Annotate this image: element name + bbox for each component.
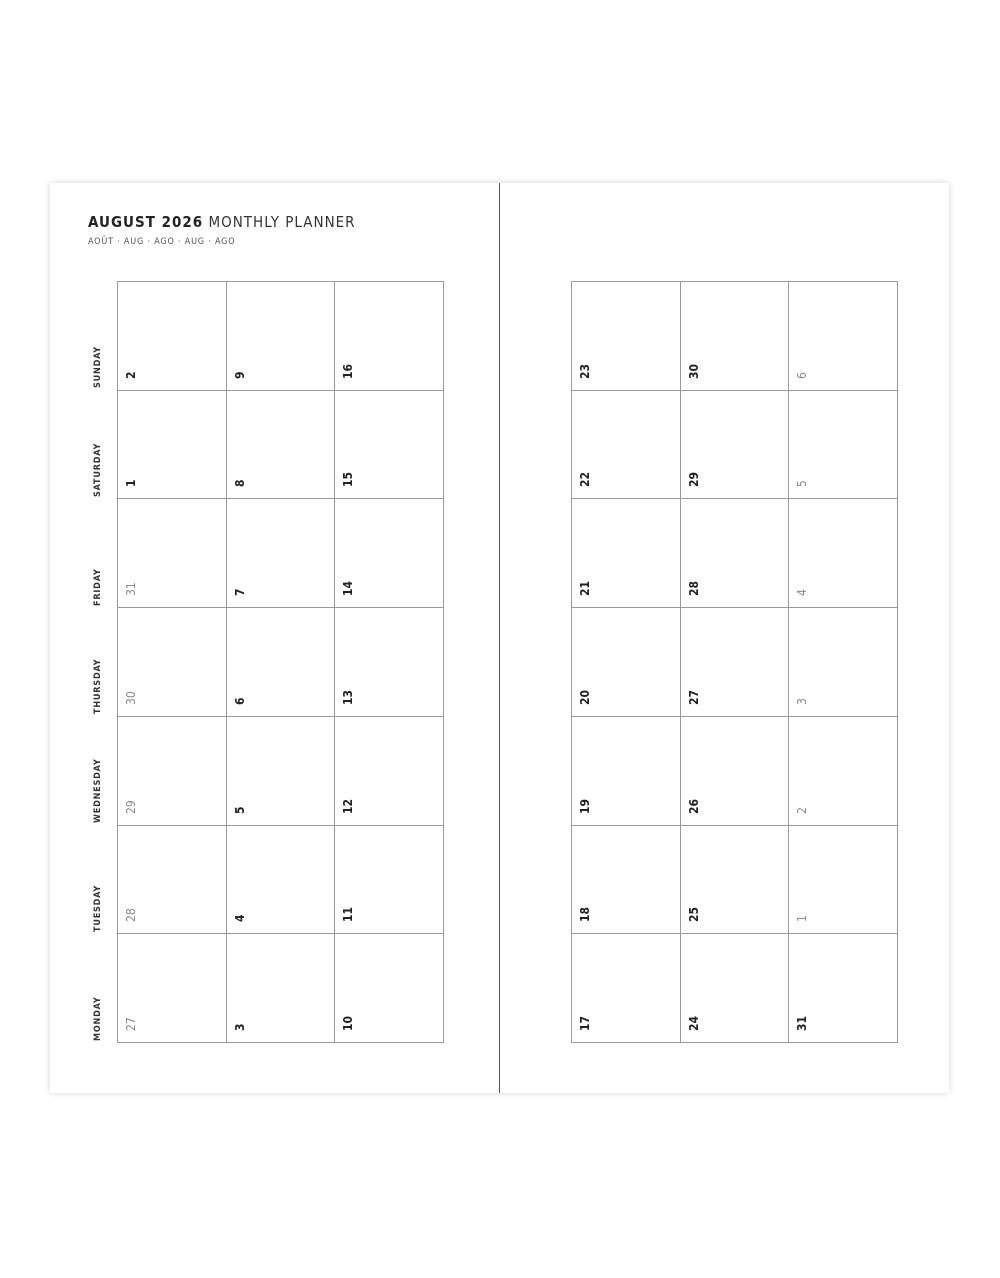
weekday-label: SUNDAY xyxy=(93,345,103,388)
day-cell[interactable] xyxy=(335,499,444,608)
day-number: 11 xyxy=(341,907,356,923)
day-cell[interactable] xyxy=(335,282,444,391)
weekday-label: SATURDAY xyxy=(93,442,103,497)
title-planner-type: MONTHLY PLANNER xyxy=(208,213,356,231)
day-cell[interactable] xyxy=(572,282,681,391)
day-number: 3 xyxy=(232,1023,247,1031)
day-number: 31 xyxy=(124,582,138,597)
day-cell[interactable] xyxy=(572,826,681,935)
weekday-label: THURSDAY xyxy=(93,659,103,715)
month-translations: AOÛT · AUG · AGO · AUG · AGO xyxy=(88,237,236,247)
day-cell[interactable] xyxy=(681,717,790,826)
day-number: 14 xyxy=(341,581,356,597)
day-number: 30 xyxy=(124,691,138,705)
day-cell[interactable] xyxy=(789,717,898,826)
day-cell[interactable] xyxy=(335,717,444,826)
day-cell[interactable] xyxy=(572,391,681,500)
day-number: 30 xyxy=(686,363,701,379)
day-number: 26 xyxy=(686,798,701,814)
weekday-label: TUESDAY xyxy=(93,885,103,933)
day-number: 1 xyxy=(124,479,138,488)
day-cell[interactable] xyxy=(118,934,227,1043)
day-cell[interactable] xyxy=(789,826,898,935)
title-month-year: AUGUST 2026 xyxy=(88,213,204,231)
day-number: 5 xyxy=(795,480,810,488)
day-cell[interactable] xyxy=(118,391,227,500)
day-cell[interactable] xyxy=(227,717,336,826)
right-page-calendar-grid xyxy=(571,281,898,1043)
day-cell[interactable] xyxy=(227,826,336,935)
day-cell[interactable] xyxy=(118,717,227,826)
day-number: 17 xyxy=(578,1015,592,1031)
day-number: 2 xyxy=(124,371,138,379)
day-number: 4 xyxy=(795,589,810,597)
day-cell[interactable] xyxy=(118,826,227,935)
day-number: 20 xyxy=(578,689,592,705)
left-page-calendar-grid xyxy=(117,281,444,1043)
day-cell[interactable] xyxy=(789,608,898,717)
day-cell[interactable] xyxy=(681,934,790,1043)
day-number: 24 xyxy=(686,1015,701,1031)
day-cell[interactable] xyxy=(681,282,790,391)
page-spine xyxy=(499,183,500,1093)
day-number: 27 xyxy=(124,1017,138,1031)
day-cell[interactable] xyxy=(789,391,898,500)
planner-spread xyxy=(50,183,949,1093)
day-cell[interactable] xyxy=(572,499,681,608)
day-cell[interactable] xyxy=(681,608,790,717)
weekday-label: WEDNESDAY xyxy=(93,758,103,824)
day-cell[interactable] xyxy=(335,391,444,500)
day-number: 5 xyxy=(232,806,247,814)
day-cell[interactable] xyxy=(681,499,790,608)
day-cell[interactable] xyxy=(227,499,336,608)
page-title xyxy=(88,213,356,231)
day-number: 21 xyxy=(578,581,592,597)
day-cell[interactable] xyxy=(789,934,898,1043)
day-number: 2 xyxy=(795,806,810,814)
day-number: 3 xyxy=(795,697,810,705)
day-number: 1 xyxy=(795,915,810,923)
day-number: 22 xyxy=(578,472,592,488)
day-cell[interactable] xyxy=(572,717,681,826)
day-cell[interactable] xyxy=(118,608,227,717)
day-cell[interactable] xyxy=(335,608,444,717)
day-number: 25 xyxy=(686,907,701,923)
day-number: 6 xyxy=(232,697,247,705)
day-number: 31 xyxy=(795,1015,810,1031)
day-cell[interactable] xyxy=(118,282,227,391)
day-cell[interactable] xyxy=(227,391,336,500)
day-cell[interactable] xyxy=(118,499,227,608)
day-number: 6 xyxy=(795,371,810,379)
day-number: 13 xyxy=(341,689,356,705)
day-number: 4 xyxy=(232,914,247,923)
day-cell[interactable] xyxy=(227,608,336,717)
day-cell[interactable] xyxy=(335,826,444,935)
day-number: 23 xyxy=(578,363,592,379)
day-number: 12 xyxy=(341,798,356,814)
day-cell[interactable] xyxy=(227,282,336,391)
day-cell[interactable] xyxy=(227,934,336,1043)
weekday-label: MONDAY xyxy=(93,996,103,1041)
day-number: 28 xyxy=(124,908,138,923)
day-cell[interactable] xyxy=(572,608,681,717)
day-number: 28 xyxy=(686,581,701,597)
day-cell[interactable] xyxy=(572,934,681,1043)
day-number: 8 xyxy=(232,479,247,488)
day-number: 7 xyxy=(232,588,247,597)
day-number: 29 xyxy=(686,472,701,488)
day-number: 15 xyxy=(341,472,356,488)
day-cell[interactable] xyxy=(681,391,790,500)
day-number: 29 xyxy=(124,799,138,814)
day-cell[interactable] xyxy=(789,499,898,608)
day-number: 16 xyxy=(341,363,356,379)
day-number: 19 xyxy=(578,798,592,814)
day-cell[interactable] xyxy=(335,934,444,1043)
day-cell[interactable] xyxy=(681,826,790,935)
day-number: 9 xyxy=(232,371,247,379)
day-number: 18 xyxy=(578,907,592,923)
weekday-label: FRIDAY xyxy=(93,567,103,606)
day-number: 27 xyxy=(686,689,701,705)
day-cell[interactable] xyxy=(789,282,898,391)
day-number: 10 xyxy=(341,1015,356,1031)
